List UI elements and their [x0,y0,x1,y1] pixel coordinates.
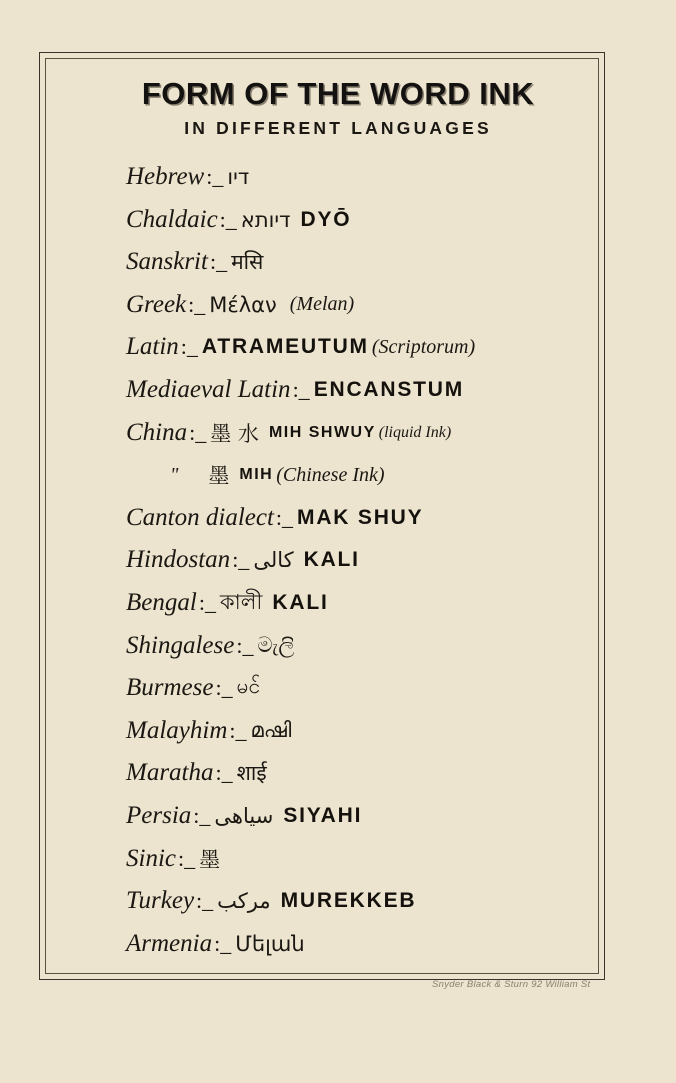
language-name: China [126,418,188,446]
native-word: 墨 [208,464,230,489]
native-word: דיו [227,165,250,189]
transliteration: DYŌ [300,207,352,231]
language-entry [126,414,451,452]
language-name: Sinic [126,844,176,872]
language-entry [126,201,351,239]
native-word: मसि [231,250,264,275]
native-word: דיותא [240,207,291,232]
language-entry [126,456,385,494]
separator: :_ [219,206,237,232]
native-word: 墨 [199,847,221,872]
separator: :_ [236,632,254,658]
separator: :_ [189,419,207,445]
gloss-note: (liquid Ink) [378,423,452,441]
native-word: کالی [253,548,294,573]
language-entry [126,840,230,878]
separator: :_ [180,334,198,360]
transliteration: KALI [272,591,329,614]
separator: :_ [292,377,310,402]
gloss-note: (Chinese Ink) [276,463,385,486]
language-name: Bengal [126,589,197,616]
ditto-mark: " [170,463,179,486]
language-name: Canton dialect [126,503,274,531]
gloss-note: (Melan) [289,293,355,316]
language-name: Hebrew [126,163,205,190]
language-name: Chaldaic [126,205,218,233]
language-name: Malayhim [126,716,228,744]
language-name: Latin [126,333,179,361]
language-entry [126,627,304,665]
native-word: මැලි [257,633,295,658]
separator: :_ [215,675,233,701]
language-entry [126,243,273,281]
transliteration: KALI [303,548,360,572]
language-entry [126,754,277,792]
separator: :_ [209,249,228,275]
native-word: سیاهی [214,804,274,828]
language-name: Turkey [126,887,195,915]
separator: :_ [196,888,214,914]
language-name: Burmese [126,674,214,702]
page-subtitle: IN DIFFERENT LANGUAGES [184,118,492,138]
transliteration: MUREKKEB [280,889,417,913]
language-entry [126,584,329,622]
language-entry [126,712,301,750]
language-entry [126,371,464,409]
native-word: 墨 水 [210,421,259,446]
separator: :_ [229,717,247,743]
transliteration: ENCANSTUM [313,378,465,401]
language-entry [126,669,270,707]
native-word: مرکب [217,889,271,914]
language-entry [126,925,315,963]
native-word: शाई [236,761,267,786]
language-name: Greek [126,290,187,318]
transliteration: SIYAHI [283,804,363,827]
language-name: Mediaeval Latin [126,376,291,403]
native-word: မင် [236,673,261,698]
gloss-note: (Scriptorum) [371,335,476,358]
native-word: മഷി [250,718,292,743]
printer-imprint: Snyder Black & Sturn 92 William St [432,979,591,990]
page-title: FORM OF THE WORD INK [141,76,535,111]
native-word: Μέλαν [209,292,277,317]
separator: :_ [206,164,224,189]
language-name: Armenia [126,929,213,957]
transliteration: MIH SHWUY [268,423,376,441]
transliteration: MAK SHUY [297,505,424,529]
separator: :_ [214,930,232,956]
transliteration: MIH [239,466,274,484]
separator: :_ [188,291,206,317]
language-entry [126,158,259,196]
separator: :_ [178,845,196,871]
language-name: Maratha [126,759,214,787]
language-name: Shingalese [126,631,235,659]
language-name: Persia [126,802,192,829]
separator: :_ [215,760,233,786]
language-entry [126,328,475,366]
language-entry [126,797,362,835]
separator: :_ [198,590,216,615]
native-word: কালী [219,589,263,614]
native-word: Մելան [235,931,305,956]
separator: :_ [275,504,294,530]
separator: :_ [193,803,211,828]
language-entry [126,882,416,920]
language-name: Sanskrit [126,248,208,276]
language-entry [126,541,360,579]
transliteration: ATRAMEUTUM [201,335,369,359]
language-entry [126,499,423,537]
separator: :_ [232,547,250,573]
language-entry [126,286,354,324]
language-name: Hindostan [126,546,231,574]
